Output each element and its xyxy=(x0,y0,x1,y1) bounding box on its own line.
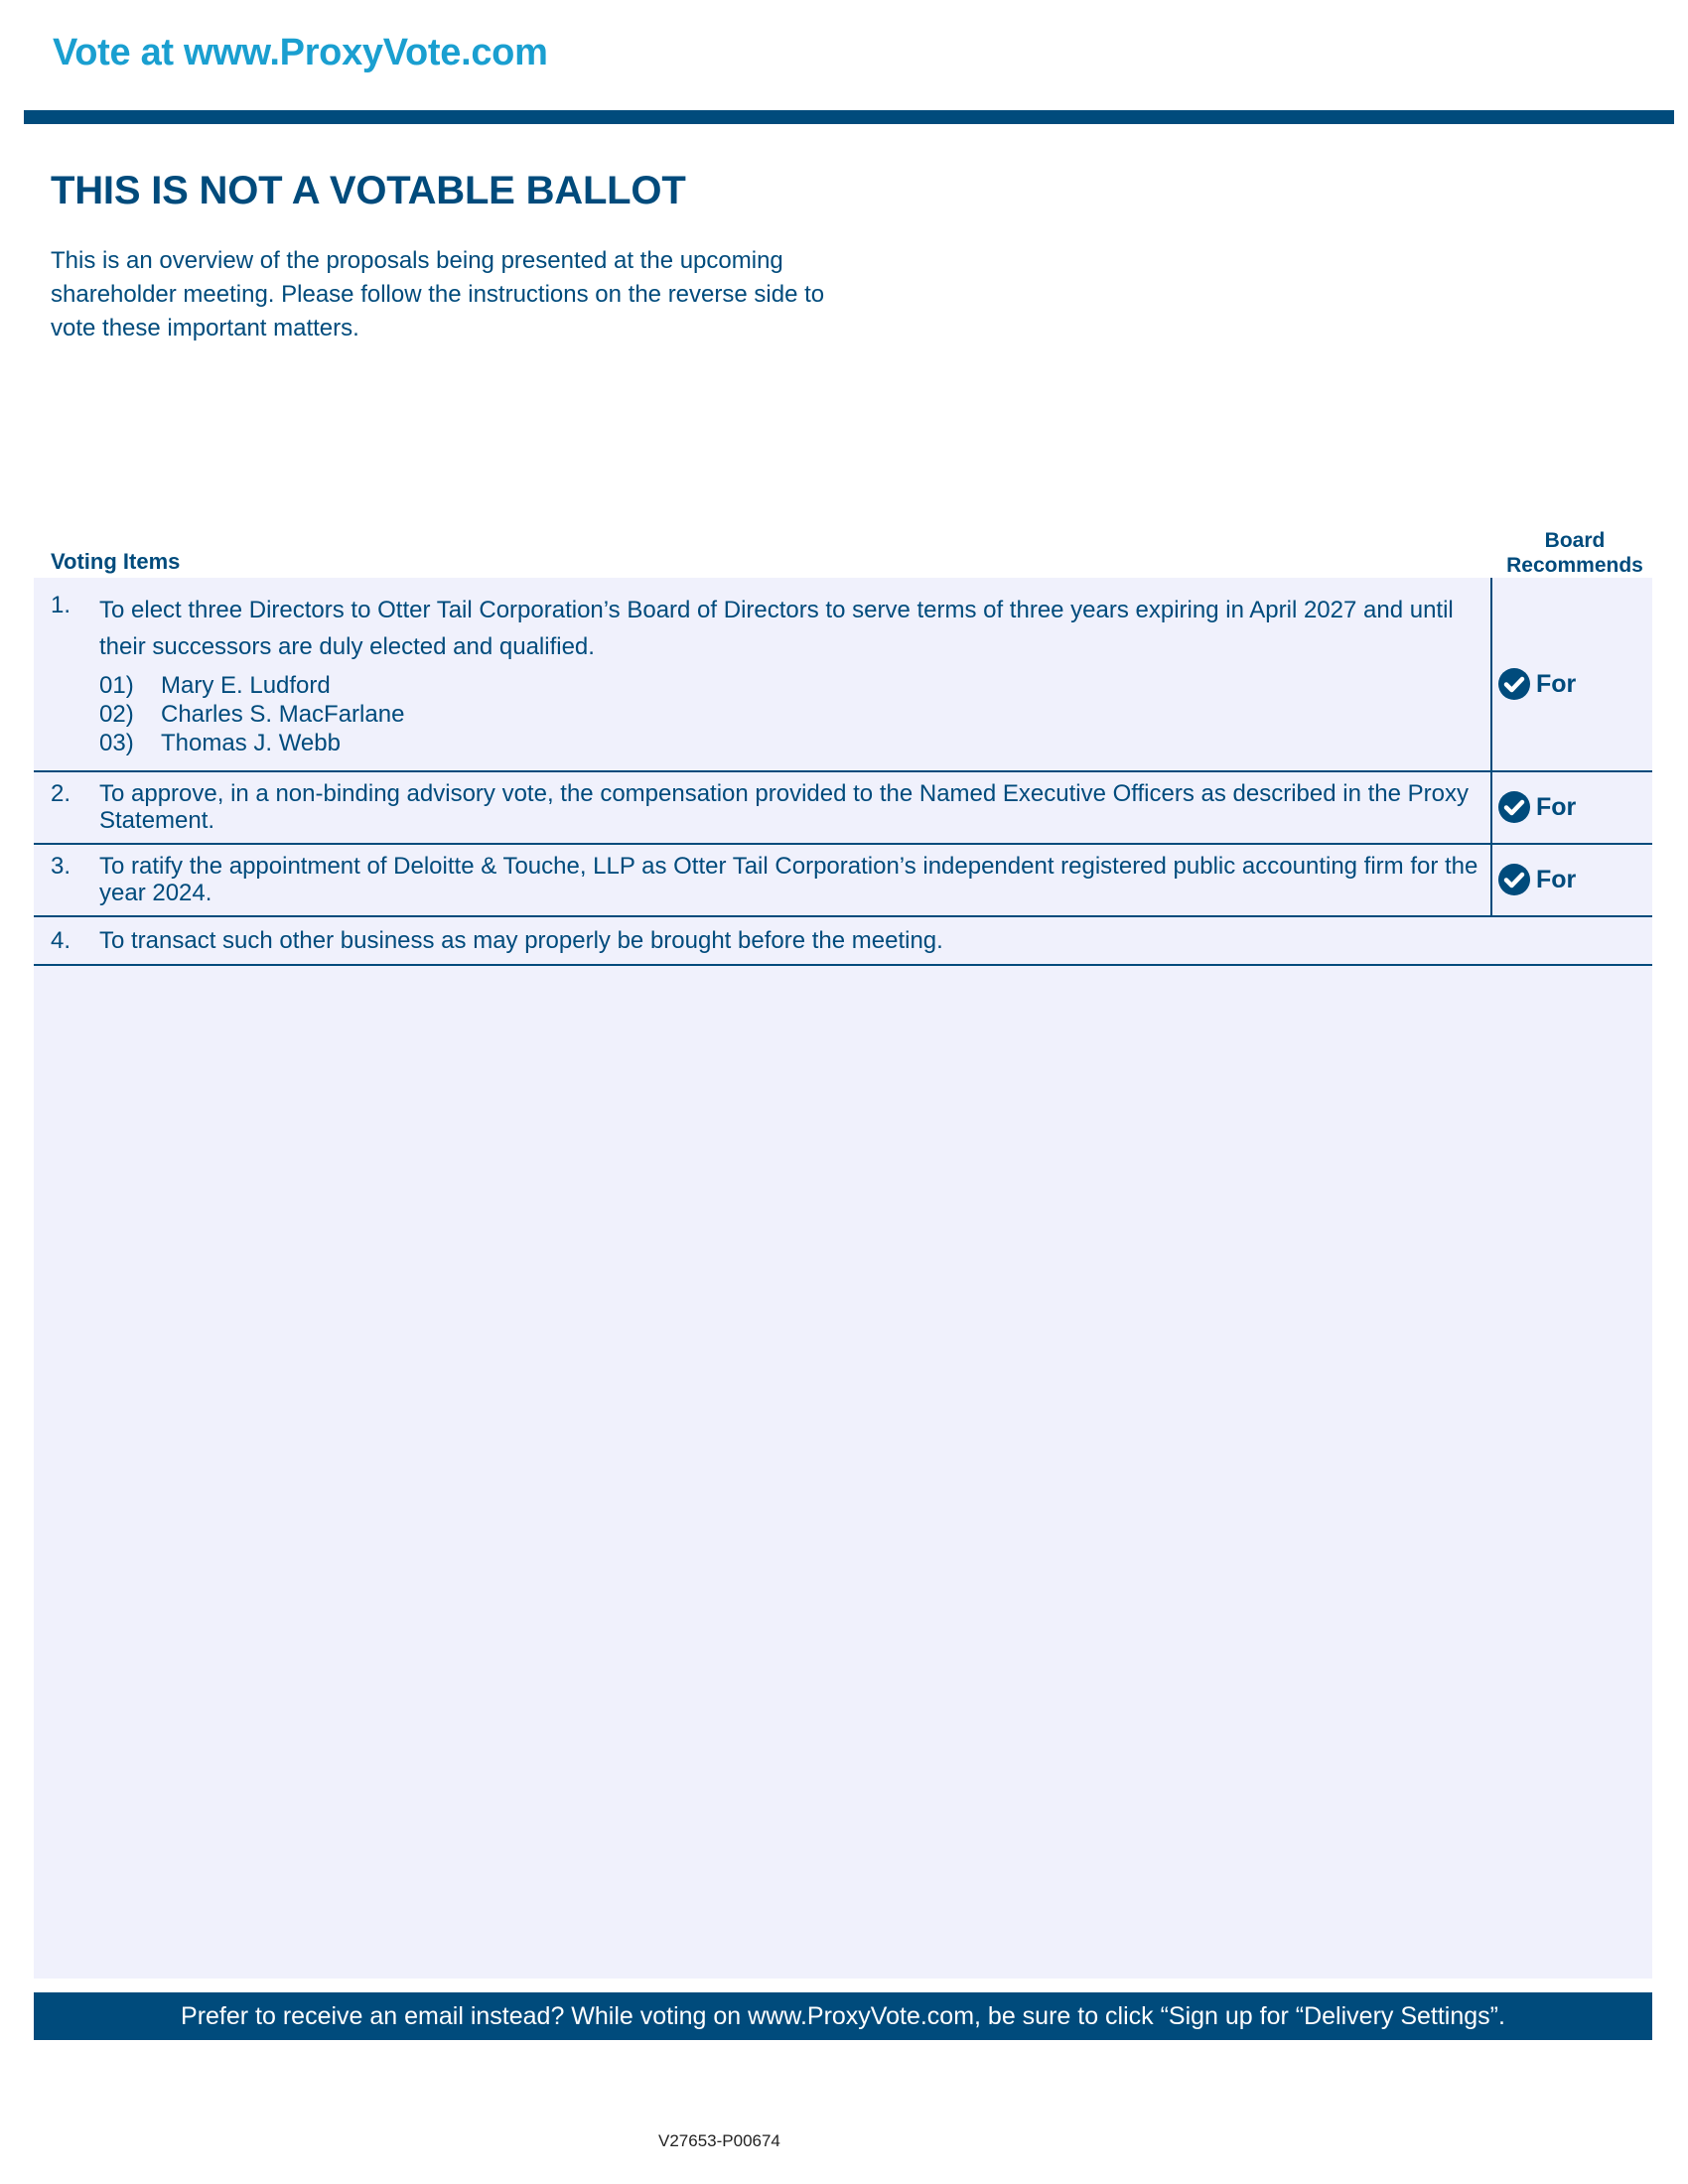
nominee-1: 01) Mary E. Ludford xyxy=(99,672,331,699)
board-recommends-header xyxy=(1490,528,1659,578)
check-circle-icon xyxy=(1498,791,1530,823)
board-header-line1: Board xyxy=(1544,529,1606,552)
item-number: 1. xyxy=(51,592,71,618)
item-text: To elect three Directors to Otter Tail Corporation’s Board of Directors to serve terms of three years expiring in April 2027 and until their successors are duly elected and qualified. xyxy=(99,597,1454,660)
board-recommendation xyxy=(1490,578,1652,770)
item-text: To transact such other business as may properly be brought before the meeting. xyxy=(99,927,943,954)
item-number: 4. xyxy=(51,927,71,954)
item-number: 2. xyxy=(51,780,71,807)
page-title: THIS IS NOT A VOTABLE BALLOT xyxy=(51,169,686,212)
item-number: 3. xyxy=(51,853,71,880)
board-recommendation xyxy=(1490,772,1652,843)
check-circle-icon xyxy=(1498,668,1530,700)
item-text: To ratify the appointment of Deloitte & Touche, LLP as Otter Tail Corporation’s independent registered public accounting firm for the year 2024. xyxy=(99,853,1478,906)
voting-item-2 xyxy=(34,772,1652,845)
document-code: V27653-P00674 xyxy=(658,2131,780,2150)
voting-item-1 xyxy=(34,578,1652,772)
item-text: To approve, in a non-binding advisory vote, the compensation provided to the Named Executive Officers as described in the Proxy Statement. xyxy=(99,780,1469,834)
header-divider xyxy=(24,110,1674,124)
nominee-list xyxy=(99,671,404,757)
nominee-2: 02) Charles S. MacFarlane xyxy=(99,701,405,728)
intro-text: This is an overview of the proposals being presented at the upcoming shareholder meeting. Please follow the instructions on the reverse side to vote these important matters. xyxy=(51,247,825,341)
recommendation-label: For xyxy=(1536,669,1577,698)
voting-item-4 xyxy=(34,917,1652,966)
proxyvote-link[interactable]: Vote at www.ProxyVote.com xyxy=(53,32,548,73)
check-circle-icon xyxy=(1498,864,1530,895)
voting-item-3 xyxy=(34,845,1652,917)
email-delivery-banner: Prefer to receive an email instead? While voting on www.ProxyVote.com, be sure to click “Sign up for “Delivery Settings”. xyxy=(34,1992,1652,2040)
voting-items-header: Voting Items xyxy=(51,549,181,574)
board-header-line2: Recommends xyxy=(1506,554,1643,577)
recommendation-label: For xyxy=(1536,792,1577,821)
recommendation-label: For xyxy=(1536,865,1577,893)
nominee-3: 03) Thomas J. Webb xyxy=(99,730,341,756)
board-recommendation xyxy=(1490,845,1652,915)
